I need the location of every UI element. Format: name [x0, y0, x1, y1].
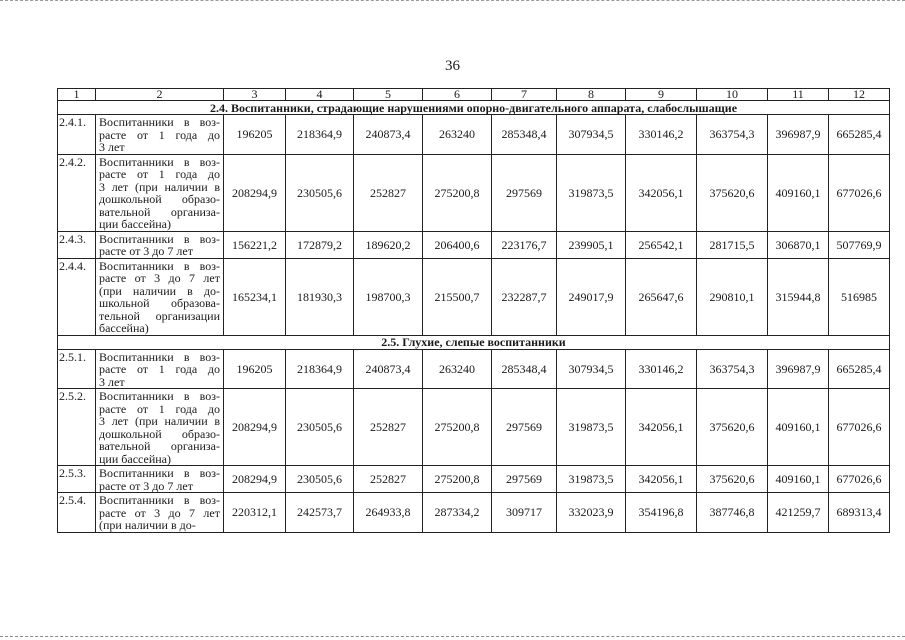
description-line: ции бассейна): [99, 451, 171, 466]
value-cell-col-4: 218364,9: [286, 115, 354, 155]
table-body: [58, 89, 890, 533]
value-cell-col-8: 249017,9: [557, 258, 626, 335]
description-line: ции бассейна): [99, 217, 171, 231]
description-line: расте от 3 до 7 лет: [99, 478, 193, 493]
description-line: расте от 1 года до: [99, 362, 220, 376]
value-cell-col-6: 263240: [423, 115, 492, 155]
value-cell-col-12: 665285,4: [829, 115, 890, 155]
description-line: 3 лет: [99, 140, 125, 154]
description-line: Воспитанники в воз-: [99, 466, 220, 480]
value-cell-col-3: 208294,9: [224, 389, 286, 466]
value-cell-col-12: 677026,6: [829, 154, 890, 231]
rates-table: [57, 88, 890, 533]
value-cell-col-10: 281715,5: [697, 231, 768, 258]
value-cell-col-5: 198700,3: [354, 258, 423, 335]
header-col-7: 7: [492, 89, 557, 101]
description-line: дошкольной образо-: [99, 192, 220, 206]
value-cell-col-6: 275200,8: [423, 389, 492, 466]
header-row: [58, 89, 890, 101]
value-cell-col-4: 230505,6: [286, 389, 354, 466]
value-cell-col-3: 165234,1: [224, 258, 286, 335]
value-cell-col-11: 409160,1: [768, 389, 829, 466]
header-col-11: 11: [768, 89, 829, 101]
description-line: (при наличии в до-: [99, 518, 196, 532]
value-cell-col-9: 342056,1: [626, 389, 697, 466]
header-col-5: 5: [354, 89, 423, 101]
section-title: 2.4. Воспитанники, страдающие нарушениями опорно-двигательного аппарата, слабослышащие: [58, 101, 890, 115]
description-line: (при наличии в до-: [99, 283, 220, 298]
value-cell-col-4: 218364,9: [286, 349, 354, 389]
value-cell-col-5: 264933,8: [354, 493, 423, 533]
header-col-10: 10: [697, 89, 768, 101]
value-cell-col-7: 285348,4: [492, 349, 557, 389]
value-cell-col-3: 196205: [224, 349, 286, 389]
value-cell-col-9: 330146,2: [626, 349, 697, 389]
row-code: 2.4.3.: [58, 231, 96, 258]
row-description: [96, 493, 224, 533]
description-line: Воспитанники в воз-: [99, 389, 220, 403]
value-cell-col-12: 677026,6: [829, 389, 890, 466]
value-cell-col-6: 206400,6: [423, 231, 492, 258]
value-cell-col-7: 232287,7: [492, 258, 557, 335]
description-line: вательной организа-: [99, 204, 220, 219]
value-cell-col-7: 297569: [492, 466, 557, 493]
value-cell-col-11: 315944,8: [768, 258, 829, 335]
row-code: 2.5.1.: [58, 349, 96, 389]
value-cell-col-8: 319873,5: [557, 389, 626, 466]
value-cell-col-6: 275200,8: [423, 154, 492, 231]
header-col-6: 6: [423, 89, 492, 101]
value-cell-col-11: 409160,1: [768, 466, 829, 493]
value-cell-col-7: 297569: [492, 154, 557, 231]
value-cell-col-9: 342056,1: [626, 466, 697, 493]
header-col-2: 2: [96, 89, 224, 101]
value-cell-col-10: 375620,6: [697, 389, 768, 466]
table-row: [58, 231, 890, 258]
value-cell-col-5: 252827: [354, 154, 423, 231]
value-cell-col-4: 172879,2: [286, 231, 354, 258]
value-cell-col-9: 342056,1: [626, 154, 697, 231]
description-line: вательной организа-: [99, 439, 220, 453]
value-cell-col-6: 215500,7: [423, 258, 492, 335]
value-cell-col-3: 156221,2: [224, 231, 286, 258]
description-line: Воспитанники в воз-: [99, 115, 220, 129]
value-cell-col-10: 387746,8: [697, 493, 768, 533]
description-line: Воспитанники в воз-: [99, 493, 220, 507]
value-cell-col-3: 208294,9: [224, 154, 286, 231]
description-line: дошкольной образо-: [99, 426, 220, 441]
description-line: Воспитанники в воз-: [99, 154, 220, 169]
table-row: [58, 115, 890, 155]
value-cell-col-10: 290810,1: [697, 258, 768, 335]
value-cell-col-5: 240873,4: [354, 349, 423, 389]
value-cell-col-4: 230505,6: [286, 466, 354, 493]
value-cell-col-8: 332023,9: [557, 493, 626, 533]
row-code: 2.4.2.: [58, 154, 96, 231]
description-line: расте от 1 года до: [99, 127, 220, 142]
row-code: 2.5.3.: [58, 466, 96, 493]
header-col-4: 4: [286, 89, 354, 101]
description-line: Воспитанники в воз-: [99, 349, 220, 364]
value-cell-col-9: 330146,2: [626, 115, 697, 155]
value-cell-col-8: 307934,5: [557, 349, 626, 389]
row-description: [96, 349, 224, 389]
value-cell-col-12: 665285,4: [829, 349, 890, 389]
page-number: 36: [445, 58, 460, 74]
row-description: [96, 154, 224, 231]
row-description: [96, 115, 224, 155]
value-cell-col-5: 189620,2: [354, 231, 423, 258]
value-cell-col-5: 240873,4: [354, 115, 423, 155]
section-title-row: [58, 335, 890, 349]
row-code: 2.5.4.: [58, 493, 96, 533]
header-col-12: 12: [829, 89, 890, 101]
row-code: 2.4.4.: [58, 258, 96, 335]
table-row: [58, 154, 890, 231]
description-line: школьной образова-: [99, 296, 220, 310]
description-line: тельной организации: [99, 308, 220, 323]
description-line: расте от 3 до 7 лет: [99, 271, 220, 285]
section-title: 2.5. Глухие, слепые воспитанники: [58, 335, 890, 349]
value-cell-col-12: 677026,6: [829, 466, 890, 493]
value-cell-col-4: 230505,6: [286, 154, 354, 231]
value-cell-col-3: 220312,1: [224, 493, 286, 533]
row-description: [96, 466, 224, 493]
header-col-1: 1: [58, 89, 96, 101]
header-col-9: 9: [626, 89, 697, 101]
row-description: [96, 258, 224, 335]
value-cell-col-11: 396987,9: [768, 349, 829, 389]
header-col-3: 3: [224, 89, 286, 101]
row-description: [96, 231, 224, 258]
description-line: расте от 3 до 7 лет: [99, 244, 193, 258]
value-cell-col-12: 689313,4: [829, 493, 890, 533]
value-cell-col-9: 265647,6: [626, 258, 697, 335]
row-description: [96, 389, 224, 466]
description-line: 3 лет (при наличии в: [99, 414, 220, 428]
value-cell-col-7: 223176,7: [492, 231, 557, 258]
value-cell-col-10: 375620,6: [697, 466, 768, 493]
value-cell-col-10: 363754,3: [697, 349, 768, 389]
description-line: Воспитанники в воз-: [99, 258, 220, 273]
row-code: 2.5.2.: [58, 389, 96, 466]
value-cell-col-6: 275200,8: [423, 466, 492, 493]
table-row: [58, 493, 890, 533]
description-line: расте от 1 года до: [99, 167, 220, 181]
header-col-8: 8: [557, 89, 626, 101]
value-cell-col-9: 354196,8: [626, 493, 697, 533]
scan-bottom-edge: [0, 636, 905, 638]
value-cell-col-5: 252827: [354, 389, 423, 466]
value-cell-col-10: 375620,6: [697, 154, 768, 231]
value-cell-col-9: 256542,1: [626, 231, 697, 258]
description-line: Воспитанники в воз-: [99, 231, 220, 246]
value-cell-col-10: 363754,3: [697, 115, 768, 155]
table-row: [58, 349, 890, 389]
value-cell-col-3: 208294,9: [224, 466, 286, 493]
description-line: 3 лет: [99, 374, 125, 389]
row-code: 2.4.1.: [58, 115, 96, 155]
value-cell-col-11: 421259,7: [768, 493, 829, 533]
value-cell-col-3: 196205: [224, 115, 286, 155]
value-cell-col-8: 319873,5: [557, 466, 626, 493]
value-cell-col-5: 252827: [354, 466, 423, 493]
value-cell-col-7: 297569: [492, 389, 557, 466]
value-cell-col-8: 239905,1: [557, 231, 626, 258]
value-cell-col-12: 516985: [829, 258, 890, 335]
section-title-row: [58, 101, 890, 115]
description-line: расте от 3 до 7 лет: [99, 505, 220, 520]
value-cell-col-11: 396987,9: [768, 115, 829, 155]
table-row: [58, 466, 890, 493]
value-cell-col-7: 309717: [492, 493, 557, 533]
value-cell-col-6: 287334,2: [423, 493, 492, 533]
scan-top-edge: [0, 0, 905, 9]
value-cell-col-12: 507769,9: [829, 231, 890, 258]
value-cell-col-4: 242573,7: [286, 493, 354, 533]
table-row: [58, 258, 890, 335]
table-row: [58, 389, 890, 466]
value-cell-col-4: 181930,3: [286, 258, 354, 335]
description-line: бассейна): [99, 321, 149, 335]
value-cell-col-6: 263240: [423, 349, 492, 389]
description-line: расте от 1 года до: [99, 401, 220, 416]
description-line: 3 лет (при наличии в: [99, 179, 220, 194]
value-cell-col-11: 409160,1: [768, 154, 829, 231]
value-cell-col-8: 319873,5: [557, 154, 626, 231]
value-cell-col-11: 306870,1: [768, 231, 829, 258]
value-cell-col-7: 285348,4: [492, 115, 557, 155]
value-cell-col-8: 307934,5: [557, 115, 626, 155]
